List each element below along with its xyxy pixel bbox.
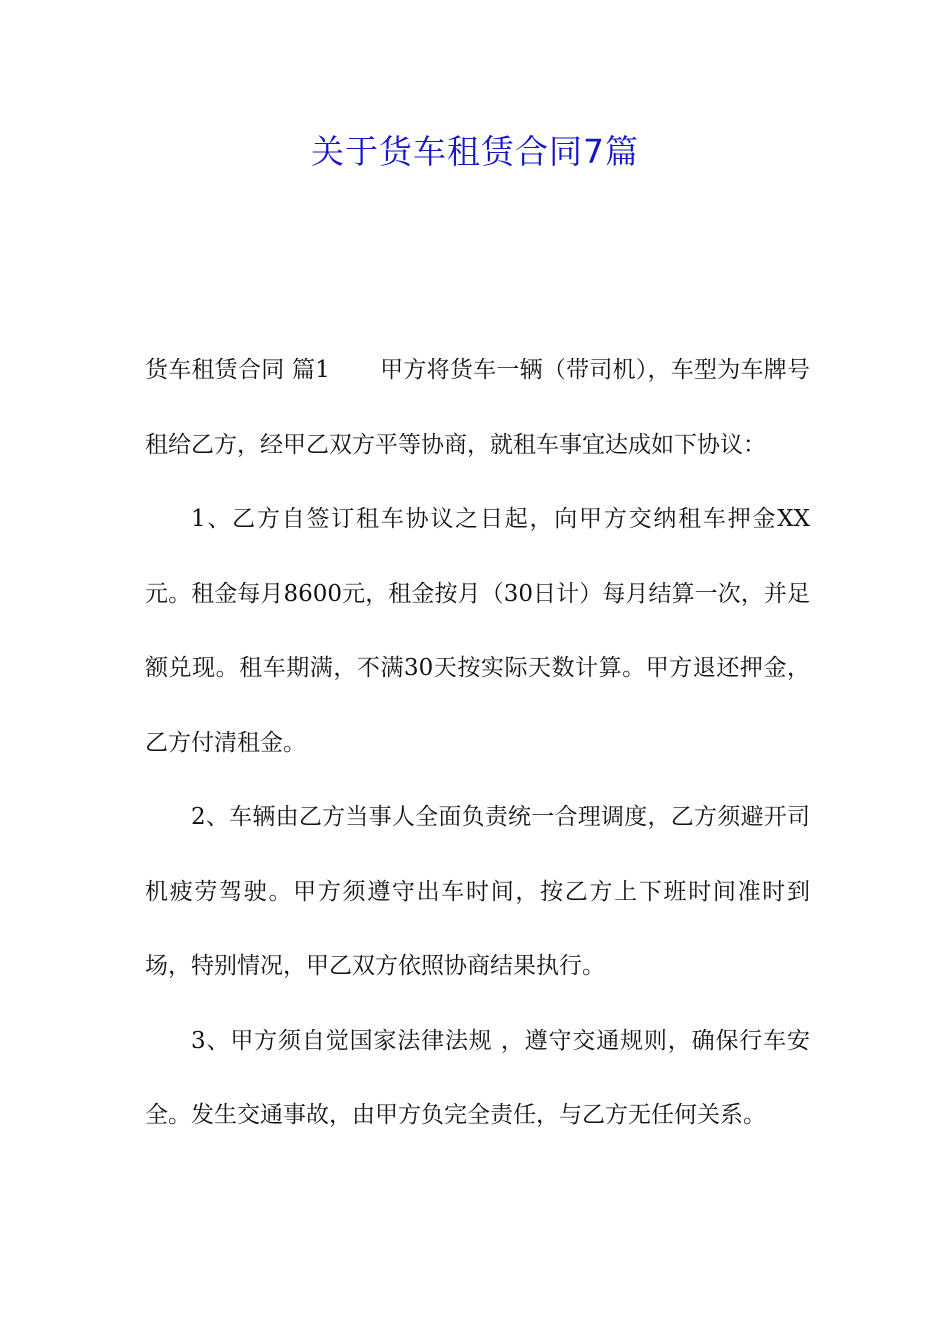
document-body (145, 333, 810, 1153)
paragraph-intro-text: 甲方将货车一辆（带司机），车型为车牌号 租给乙方，经甲乙双方平等协商，就租车事宜达成如下协议： (145, 357, 810, 458)
document-title: 关于货车租赁合同7篇 (311, 132, 639, 171)
paragraph-clause-3: 3、甲方须自觉国家法律法规 ，遵守交通规则，确保行车安全。发生交通事故，由甲方负完全责任，与乙方无任何关系。 (145, 1027, 810, 1128)
paragraph-intro (145, 333, 810, 482)
paragraph-clause-2: 2、车辆由乙方当事人全面负责统一合理调度，乙方须避开司机疲劳驾驶。甲方须遵守出车时间，按乙方上下班时间准时到场，特别情况，甲乙双方依照协商结果执行。 (145, 804, 810, 979)
paragraph-clause-1: 1、乙方自签订租车协议之日起，向甲方交纳租车押金XX元。租金每月8600元，租金按月（30日计）每月结算一次，并足额兑现。租车期满，不满30天按实际天数计算。甲方退还押金，乙方付清租金。 (145, 506, 810, 756)
section-heading: 货车租赁合同 篇1 (145, 357, 330, 383)
